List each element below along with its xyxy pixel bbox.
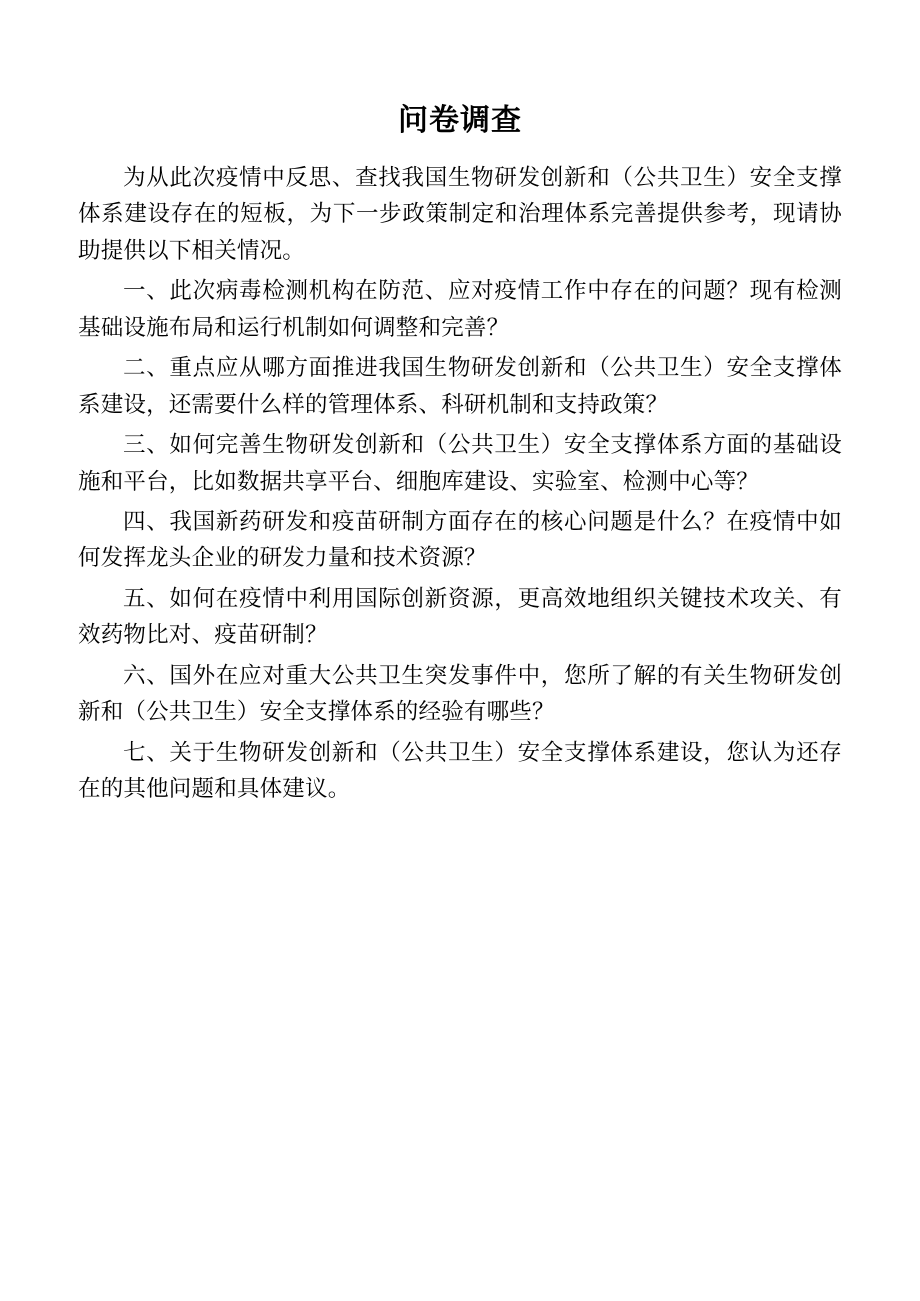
question-item-3: 三、如何完善生物研发创新和（公共卫生）安全支撑体系方面的基础设施和平台，比如数据共享平台、细胞库建设、实验室、检测中心等？ — [78, 432, 842, 495]
question-item-7: 七、关于生物研发创新和（公共卫生）安全支撑体系建设，您认为还存在的其他问题和具体建议。 — [78, 739, 842, 802]
question-item-6: 六、国外在应对重大公共卫生突发事件中，您所了解的有关生物研发创新和（公共卫生）安全支撑体系的经验有哪些？ — [78, 662, 842, 726]
page-title: 问卷调查 — [398, 103, 522, 138]
question-item-2: 二、重点应从哪方面推进我国生物研发创新和（公共卫生）安全支撑体系建设，还需要什么样的管理体系、科研机制和支持政策？ — [78, 355, 842, 418]
question-item-5: 五、如何在疫情中利用国际创新资源，更高效地组织关键技术攻关、有效药物比对、疫苗研制？ — [78, 585, 842, 649]
question-item-4: 四、我国新药研发和疫苗研制方面存在的核心问题是什么？在疫情中如何发挥龙头企业的研发力量和技术资源？ — [78, 508, 842, 572]
paragraph-intro: 为从此次疫情中反思、查找我国生物研发创新和（公共卫生）安全支撑体系建设存在的短板，为下一步政策制定和治理体系完善提供参考，现请协助提供以下相关情况。 — [78, 165, 842, 264]
question-item-1: 一、此次病毒检测机构在防范、应对疫情工作中存在的问题？现有检测基础设施布局和运行机制如何调整和完善？ — [78, 278, 842, 341]
